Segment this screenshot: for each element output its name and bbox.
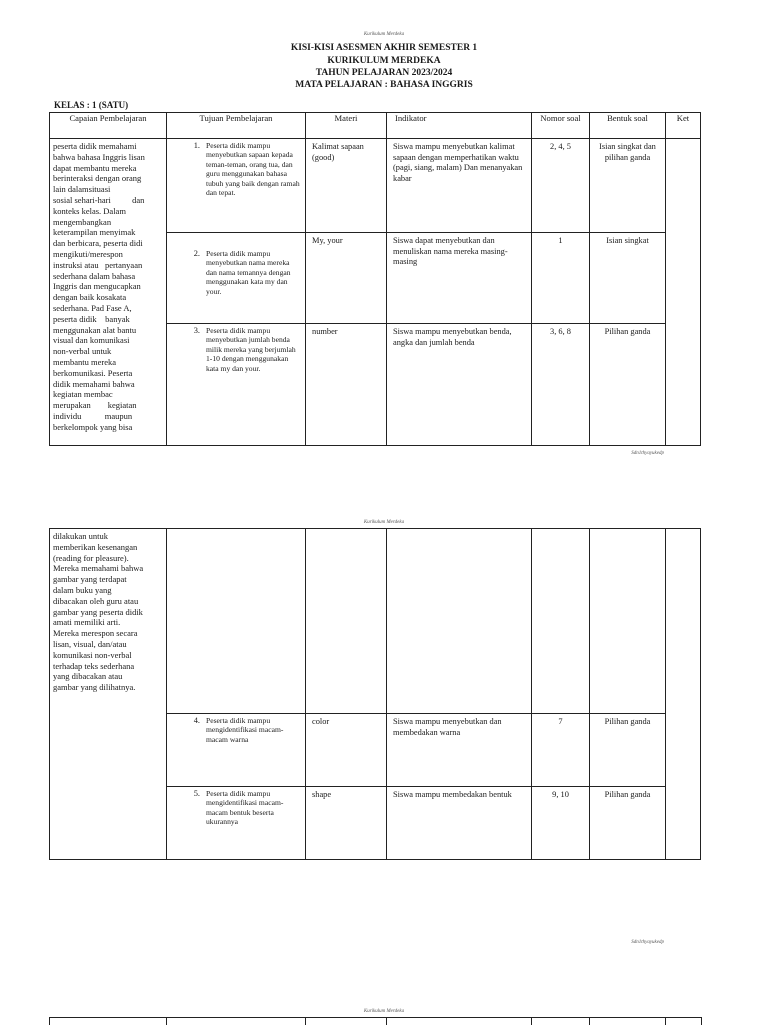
capaian-line: peserta didik banyak [53, 313, 130, 324]
capaian-line: menggunakan alat bantu [53, 324, 137, 335]
nomor-soal-cell [532, 529, 590, 714]
title-line-3: TAHUN PELAJARAN 2023/2024 [315, 68, 453, 78]
capaian-line: gambar yang dilihatnya. [53, 682, 136, 693]
capaian-line: lisan, visual, dan/atau [53, 638, 127, 649]
capaian-line: Mereka memahami bahwa [53, 563, 144, 574]
bentuk-soal-cell [590, 529, 666, 714]
capaian-line: amati memiliki arti. [53, 617, 121, 628]
tujuan-text: Peserta didik mampu menyebutkan sapaan kepada teman-teman, orang tua, dan guru menggunakan bahasa tubuh yang baik dengan ramah dan tepat. [206, 141, 300, 198]
header-capaian: Capaian Pembelajaran [50, 113, 167, 139]
tujuan-number: 1. [193, 141, 200, 150]
tujuan-text: Peserta didik mampu menyebutkan nama mereka dan nama temannya dengan menggunakan kata my dan your. [206, 249, 291, 296]
nomor-soal-cell: 1 [532, 233, 590, 324]
capaian-line: dilakukan untuk [53, 531, 109, 541]
capaian-line: dibacakan oleh guru atau [53, 595, 139, 606]
capaian-line: dan berbicara, peserta didi [53, 238, 143, 249]
header-bentuk: Bentuk soal [590, 113, 666, 139]
capaian-line: dapat membantu mereka [53, 162, 137, 173]
capaian-line: bahwa bahasa Inggris lisan [53, 151, 145, 162]
tujuan-number: 2. [193, 249, 200, 258]
nomor-soal-cell: 9, 10 [532, 787, 590, 860]
tujuan-number: 3. [193, 326, 200, 335]
capaian-line: gambar yang peserta didik [53, 606, 143, 617]
ket-cell [666, 139, 701, 446]
tujuan-number: 5. [193, 789, 200, 798]
table-header-row [50, 113, 701, 139]
capaian-line: mengembangkan [53, 216, 112, 227]
page-2 [0, 507, 768, 1007]
indikator-cell: Siswa dapat menyebutkan dan menuliskan nama mereka masing-masing [387, 233, 532, 324]
title-line-2: KURIKULUM MERDEKA [327, 56, 441, 66]
capaian-line: instruksi atau pertanyaan [53, 259, 143, 270]
page-header: Kurikulum Merdeka [363, 1009, 405, 1014]
table-row [50, 529, 701, 714]
indikator-cell [387, 529, 532, 714]
kelas-label: KELAS : 1 (SATU) [54, 100, 129, 110]
capaian-line: Inggris dan mengucapkan [53, 281, 141, 292]
nomor-soal-cell: 3, 6, 8 [532, 324, 590, 446]
header-ket: Ket [666, 113, 701, 139]
materi-cell: My, your [306, 233, 387, 324]
capaian-cell [50, 139, 167, 446]
header-nomor: Nomor soal [532, 113, 590, 139]
page-header: Kurikulum Merdeka [363, 32, 405, 37]
tujuan-cell [167, 233, 306, 324]
indikator-cell: Siswa mampu menyebutkan kalimat sapaan dengan memperhatikan waktu (pagi, siang, malam) Dan menanyakan kabar [387, 139, 532, 233]
materi-cell: Kalimat sapaan (good) [306, 139, 387, 233]
tujuan-cell [167, 324, 306, 446]
capaian-line: mengikuti/merespon [53, 248, 123, 259]
capaian-line: sosial sehari-hari dan [53, 194, 145, 205]
capaian-line: memberikan kesenangan [53, 541, 138, 552]
capaian-text [53, 531, 163, 693]
capaian-line: sederhana dalam bahasa [53, 270, 136, 281]
capaian-line: keterampilan menyimak [53, 227, 136, 238]
bentuk-soal-cell: Isian singkat dan pilihan ganda [590, 139, 666, 233]
capaian-line: non-verbal untuk [53, 346, 112, 357]
title-line-4: MATA PELAJARAN : BAHASA INGGRIS [295, 80, 473, 90]
page-1 [0, 0, 768, 478]
materi-cell [306, 529, 387, 714]
capaian-line: kegiatan membac [53, 389, 113, 400]
capaian-line: berkelompok yang bisa [53, 421, 133, 432]
tujuan-cell [167, 787, 306, 860]
materi-cell: color [306, 714, 387, 787]
ket-cell [666, 529, 701, 860]
capaian-line: peserta didik memahami [53, 141, 137, 151]
page-footer: Sdn1thyayukedp [631, 451, 664, 456]
capaian-line: gambar yang terdapat [53, 574, 127, 585]
page-gap [0, 478, 768, 507]
capaian-line: sederhana. Pad Fase A, [53, 302, 132, 313]
capaian-line: konteks kelas. Dalam [53, 205, 126, 216]
capaian-line: individu maupun [53, 410, 133, 421]
page-footer: Sdn1thyayukedp [631, 940, 664, 945]
bentuk-soal-cell: Pilihan ganda [590, 324, 666, 446]
tujuan-number: 4. [193, 716, 200, 725]
page-header: Kurikulum Merdeka [363, 520, 405, 525]
capaian-text [53, 141, 163, 433]
nomor-soal-cell: 7 [532, 714, 590, 787]
kisi-kisi-table [49, 112, 701, 446]
capaian-line: Mereka merespon secara [53, 628, 138, 639]
tujuan-cell [167, 139, 306, 233]
bentuk-soal-cell: Pilihan ganda [590, 714, 666, 787]
indikator-cell: Siswa mampu membedakan bentuk [387, 787, 532, 860]
tujuan-cell [167, 714, 306, 787]
capaian-line: visual dan komunikasi [53, 335, 130, 346]
tujuan-cell [167, 529, 306, 714]
tujuan-text: Peserta didik mampu mengidentifikasi macam-macam warna [206, 716, 284, 744]
indikator-cell: Siswa mampu menyebutkan benda, angka dan jumlah benda [387, 324, 532, 446]
capaian-line: merupakan kegiatan [53, 400, 137, 411]
capaian-line: membantu mereka [53, 356, 117, 367]
capaian-line: lain dalamsituasi [53, 184, 111, 195]
title-line-1: KISI-KISI ASESMEN AKHIR SEMESTER 1 [290, 43, 478, 53]
header-materi: Materi [306, 113, 387, 139]
header-tujuan: Tujuan Pembelajaran [167, 113, 306, 139]
capaian-line: yang dibacakan atau [53, 671, 123, 682]
capaian-line: terhadap teks sederhana [53, 660, 135, 671]
kisi-kisi-table-continued [49, 528, 701, 860]
page-3 [0, 1007, 768, 1024]
tujuan-text: Peserta didik mampu mengidentifikasi macam-macam bentuk beserta ukurannya [206, 789, 284, 827]
bentuk-soal-cell: Isian singkat [590, 233, 666, 324]
capaian-line: didik memahami bahwa [53, 378, 135, 389]
capaian-line: berkomunikasi. Peserta [53, 367, 133, 378]
indikator-cell: Siswa mampu menyebutkan dan membedakan warna [387, 714, 532, 787]
nomor-soal-cell: 2, 4, 5 [532, 139, 590, 233]
materi-cell: number [306, 324, 387, 446]
capaian-line: (reading for pleasure). [53, 552, 129, 563]
tujuan-text: Peserta didik mampu menyebutkan jumlah benda milik mereka yang berjumlah 1-10 dengan menggunakan kata my dan your. [206, 326, 296, 373]
capaian-line: komunikasi non-verbal [53, 649, 132, 660]
capaian-line: dengan baik kosakata [53, 292, 127, 303]
capaian-cell [50, 529, 167, 860]
table-row [50, 139, 701, 233]
header-indikator: Indikator [387, 113, 532, 139]
capaian-line: berinteraksi dengan orang [53, 173, 142, 184]
capaian-line: dalam buku yang [53, 584, 112, 595]
materi-cell: shape [306, 787, 387, 860]
bentuk-soal-cell: Pilihan ganda [590, 787, 666, 860]
